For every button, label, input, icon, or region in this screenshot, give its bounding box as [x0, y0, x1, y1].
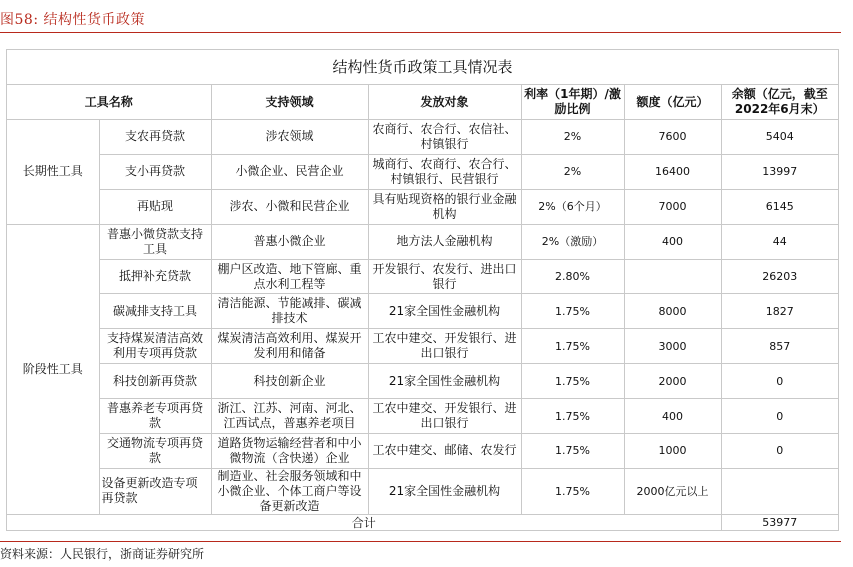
balance-cell	[721, 468, 838, 514]
header-rate: 利率（1年期）/激励比例	[521, 85, 624, 120]
balance-cell: 13997	[721, 154, 838, 189]
balance-cell: 6145	[721, 189, 838, 224]
target-cell: 农商行、农合行、农信社、村镇银行	[368, 120, 521, 155]
tool-name-cell: 支农再贷款	[99, 120, 211, 155]
header-support-field: 支持领域	[211, 85, 368, 120]
field-cell: 涉农领域	[211, 120, 368, 155]
field-cell: 道路货物运输经营者和中小微物流（含快递）企业	[211, 434, 368, 469]
table-row	[7, 364, 838, 399]
figure-title: 图58: 结构性货币政策	[0, 12, 145, 28]
header-row	[7, 85, 838, 120]
header-balance: 余额（亿元，截至2022年6月末）	[721, 85, 838, 120]
group-label-phased: 阶段性工具	[7, 224, 99, 514]
rate-cell: 2%	[521, 154, 624, 189]
top-divider	[0, 32, 841, 33]
field-cell: 科技创新企业	[211, 364, 368, 399]
total-row	[7, 514, 838, 530]
tool-name-cell: 支小再贷款	[99, 154, 211, 189]
quota-cell: 16400	[624, 154, 721, 189]
target-cell: 21家全国性金融机构	[368, 468, 521, 514]
tool-name-cell: 设备更新改造专项再贷款	[99, 468, 211, 514]
target-cell: 工农中建交、开发银行、进出口银行	[368, 399, 521, 434]
table-row	[7, 468, 838, 514]
table-row	[7, 224, 838, 259]
tool-name-cell: 再贴现	[99, 189, 211, 224]
rate-cell: 1.75%	[521, 399, 624, 434]
balance-cell: 857	[721, 329, 838, 364]
balance-cell: 1827	[721, 294, 838, 329]
table-row	[7, 120, 838, 155]
policy-tools-table	[7, 85, 838, 530]
tool-name-cell: 普惠养老专项再贷款	[99, 399, 211, 434]
balance-cell: 0	[721, 364, 838, 399]
tool-name-cell: 交通物流专项再贷款	[99, 434, 211, 469]
table-row	[7, 294, 838, 329]
total-balance: 53977	[721, 514, 838, 530]
tool-name-cell: 普惠小微贷款支持工具	[99, 224, 211, 259]
field-cell: 小微企业、民营企业	[211, 154, 368, 189]
bottom-divider	[0, 541, 841, 542]
table-row	[7, 259, 838, 294]
rate-cell: 2.80%	[521, 259, 624, 294]
target-cell: 地方法人金融机构	[368, 224, 521, 259]
quota-cell: 8000	[624, 294, 721, 329]
header-tool-name: 工具名称	[7, 85, 211, 120]
balance-cell: 0	[721, 399, 838, 434]
total-label: 合计	[7, 514, 721, 530]
rate-cell: 2%（6个月）	[521, 189, 624, 224]
policy-tools-table-panel	[6, 49, 839, 531]
header-target: 发放对象	[368, 85, 521, 120]
target-cell: 工农中建交、开发银行、进出口银行	[368, 329, 521, 364]
tool-name-cell: 科技创新再贷款	[99, 364, 211, 399]
rate-cell: 1.75%	[521, 468, 624, 514]
field-cell: 制造业、社会服务领域和中小微企业、个体工商户等设备更新改造	[211, 468, 368, 514]
table-row	[7, 434, 838, 469]
field-cell: 清洁能源、节能减排、碳减排技术	[211, 294, 368, 329]
quota-cell: 400	[624, 399, 721, 434]
rate-cell: 1.75%	[521, 294, 624, 329]
field-cell: 普惠小微企业	[211, 224, 368, 259]
rate-cell: 1.75%	[521, 329, 624, 364]
quota-cell: 1000	[624, 434, 721, 469]
table-row	[7, 329, 838, 364]
target-cell: 开发银行、农发行、进出口银行	[368, 259, 521, 294]
table-row	[7, 154, 838, 189]
target-cell: 具有贴现资格的银行业金融机构	[368, 189, 521, 224]
field-cell: 棚户区改造、地下管廊、重点水利工程等	[211, 259, 368, 294]
group-label-long-term: 长期性工具	[7, 120, 99, 225]
quota-cell: 2000	[624, 364, 721, 399]
tool-name-cell: 支持煤炭清洁高效利用专项再贷款	[99, 329, 211, 364]
quota-cell: 400	[624, 224, 721, 259]
header-quota: 额度（亿元）	[624, 85, 721, 120]
rate-cell: 1.75%	[521, 434, 624, 469]
source-note: 资料来源：人民银行，浙商证券研究所	[0, 547, 205, 561]
balance-cell: 0	[721, 434, 838, 469]
field-cell: 涉农、小微和民营企业	[211, 189, 368, 224]
rate-cell: 1.75%	[521, 364, 624, 399]
quota-cell: 7000	[624, 189, 721, 224]
tool-name-cell: 抵押补充贷款	[99, 259, 211, 294]
balance-cell: 26203	[721, 259, 838, 294]
target-cell: 21家全国性金融机构	[368, 294, 521, 329]
table-row	[7, 189, 838, 224]
quota-cell	[624, 259, 721, 294]
quota-cell: 7600	[624, 120, 721, 155]
table-row	[7, 399, 838, 434]
target-cell: 城商行、农商行、农合行、村镇银行、民营银行	[368, 154, 521, 189]
target-cell: 21家全国性金融机构	[368, 364, 521, 399]
rate-cell: 2%（激励）	[521, 224, 624, 259]
quota-cell: 2000亿元以上	[624, 468, 721, 514]
tool-name-cell: 碳减排支持工具	[99, 294, 211, 329]
field-cell: 浙江、江苏、河南、河北、江西试点，普惠养老项目	[211, 399, 368, 434]
balance-cell: 5404	[721, 120, 838, 155]
balance-cell: 44	[721, 224, 838, 259]
rate-cell: 2%	[521, 120, 624, 155]
table-caption: 结构性货币政策工具情况表	[7, 50, 838, 85]
quota-cell: 3000	[624, 329, 721, 364]
field-cell: 煤炭清洁高效利用、煤炭开发利用和储备	[211, 329, 368, 364]
target-cell: 工农中建交、邮储、农发行	[368, 434, 521, 469]
